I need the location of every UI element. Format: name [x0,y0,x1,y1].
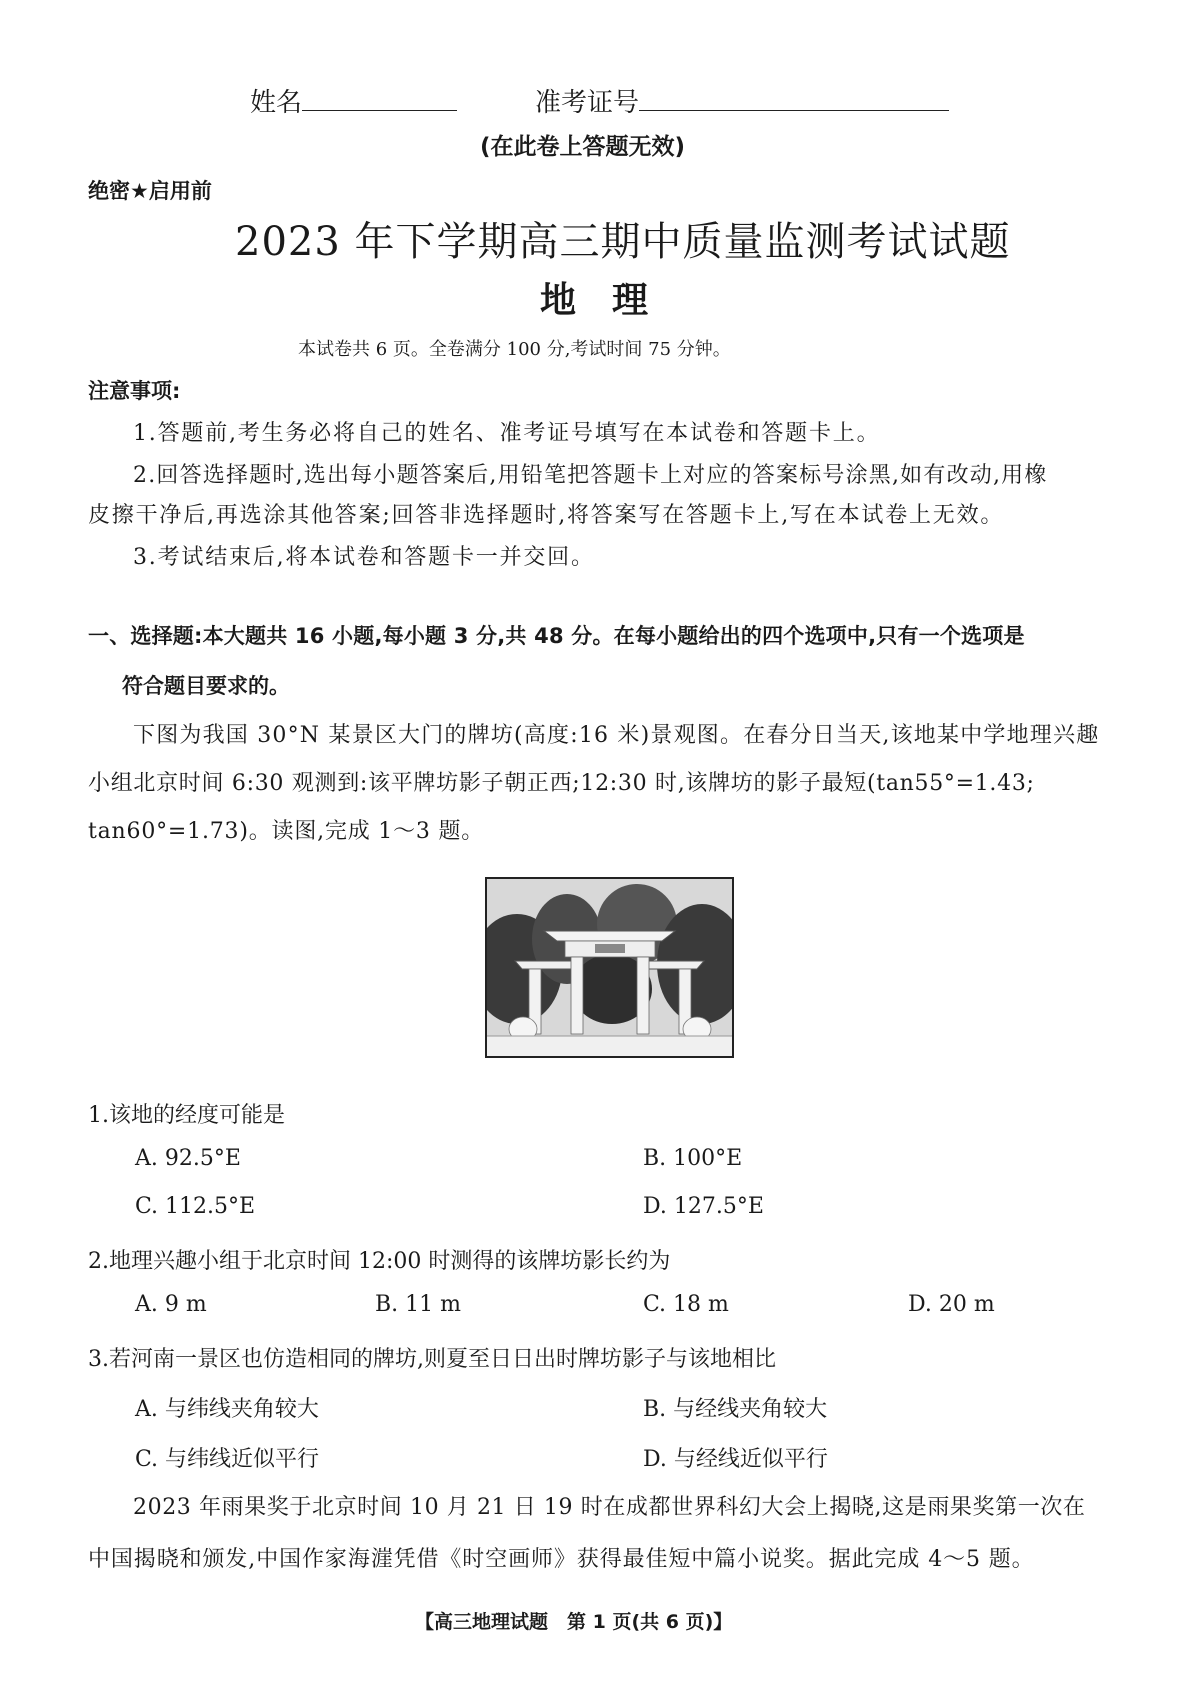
passage2-line1: 2023 年雨果奖于北京时间 10 月 21 日 19 时在成都世界科幻大会上揭晓,这是雨果奖第一次在 [133,1495,1086,1520]
question-3-option-d[interactable]: D. 与经线近似平行 [643,1447,828,1472]
page-footer: 【高三地理试题 第 1 页(共 6 页)】 [415,1611,733,1633]
section1-heading-line2: 符合题目要求的。 [122,674,290,698]
question-1-option-b[interactable]: B. 100°E [643,1146,743,1171]
name-label: 姓名 [250,88,303,118]
secret-label: 绝密★启用前 [88,179,212,203]
archway-photo [485,877,734,1058]
invalid-note: (在此卷上答题无效) [480,134,686,160]
passage1-line1: 下图为我国 30°N 某景区大门的牌坊(高度:16 米)景观图。在春分日当天,该地某中学地理兴趣 [133,723,1100,748]
question-2-option-a[interactable]: A. 9 m [135,1292,207,1317]
question-3-option-c[interactable]: C. 与纬线近似平行 [135,1447,320,1472]
passage1-line2: 小组北京时间 6:30 观测到:该平牌坊影子朝正西;12:30 时,该牌坊的影子最短(tan55°=1.43; [88,771,1035,796]
exam-title: 2023 年下学期高三期中质量监测考试试题 [235,219,1011,265]
notice-item-2-line1: 2.回答选择题时,选出每小题答案后,用铅笔把答题卡上对应的答案标号涂黑,如有改动,用橡 [133,463,1048,488]
question-1-option-a[interactable]: A. 92.5°E [135,1146,241,1171]
question-1-stem: 1.该地的经度可能是 [88,1103,285,1128]
question-3-option-a[interactable]: A. 与纬线夹角较大 [135,1397,319,1422]
name-field-row [250,82,457,119]
subject-title: 地 理 [540,280,649,321]
notice-item-2-line2: 皮擦干净后,再选涂其他答案;回答非选择题时,将答案写在答题卡上,写在本试卷上无效。 [88,503,1005,528]
exam-info: 本试卷共 6 页。全卷满分 100 分,考试时间 75 分钟。 [298,339,731,360]
passage2-line2: 中国揭晓和颁发,中国作家海漄凭借《时空画师》获得最佳短中篇小说奖。据此完成 4～5 题。 [88,1547,1035,1572]
question-1-option-d[interactable]: D. 127.5°E [643,1194,764,1219]
notice-item-3: 3.考试结束后,将本试卷和答题卡一并交回。 [133,545,595,570]
question-3-option-b[interactable]: B. 与经线夹角较大 [643,1397,828,1422]
exam-id-blank [639,108,949,111]
exam-id-field-row [535,82,949,119]
section1-heading-line1: 一、选择题:本大题共 16 小题,每小题 3 分,共 48 分。在每小题给出的四个选项中,只有一个选项是 [88,624,1025,648]
question-3-stem: 3.若河南一景区也仿造相同的牌坊,则夏至日日出时牌坊影子与该地相比 [88,1347,776,1372]
passage1-line3: tan60°=1.73)。读图,完成 1～3 题。 [88,819,485,844]
question-1-option-c[interactable]: C. 112.5°E [135,1194,256,1219]
question-2-stem: 2.地理兴趣小组于北京时间 12:00 时测得的该牌坊影长约为 [88,1249,671,1274]
question-2-option-b[interactable]: B. 11 m [375,1292,462,1317]
notice-item-1: 1.答题前,考生务必将自己的姓名、准考证号填写在本试卷和答题卡上。 [133,421,881,446]
question-2-option-c[interactable]: C. 18 m [643,1292,729,1317]
exam-id-label: 准考证号 [535,88,640,118]
name-blank [302,108,457,111]
notice-heading: 注意事项: [88,379,181,403]
question-2-option-d[interactable]: D. 20 m [908,1292,995,1317]
